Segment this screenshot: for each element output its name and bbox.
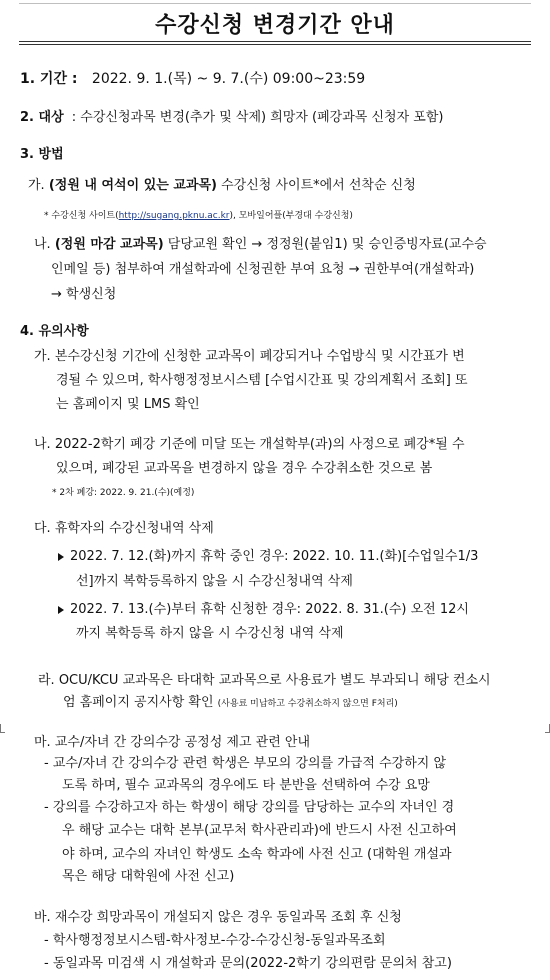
caution-na-line2: 있으며, 폐강된 교과목을 변경하지 않을 경우 수강취소한 것으로 봄 [56,461,433,476]
caution-heading: 4. 유의사항 [20,324,89,339]
arrow-bullet-icon [58,606,64,614]
method-ga-note-prefix: * 수강신청 사이트( [44,211,119,221]
caution-ga-line3: 는 홈페이지 및 LMS 확인 [56,397,200,412]
method-ga-note [44,208,353,225]
target-value: : 수강신청과목 변경(추가 및 삭제) 희망자 (폐강과목 신청자 포함) [71,110,444,125]
caution-na-line1: 나. 2022-2학기 폐강 기준에 미달 또는 개설학부(과)의 사정으로 폐강*될 수 [34,437,465,452]
page-title: 수강신청 변경기간 안내 [155,13,395,38]
caution-da-b2-line2: 까지 복학등록 하지 않을 시 수강신청 내역 삭제 [76,626,344,641]
period-line [20,71,365,88]
caution-ga-line2: 경될 수 있으며, 학사행정정보시스템 [수업시간표 및 강의계획서 조회] 또 [56,373,468,388]
method-na-prefix: 나. [34,237,55,252]
method-ga-bold: (정원 내 여석이 있는 교과목) [48,178,217,193]
target-line [20,109,443,126]
method-ga-note-suffix: ), 모바일어플(부경대 수강신청) [229,211,353,221]
caution-ba-d1: - 학사행정정보시스템-학사정보-수강-수강신청-동일과목조회 [44,933,386,948]
caution-ma-d2-line1: - 강의를 수강하고자 하는 학생이 해당 강의를 담당하는 교수의 자녀인 경 [44,800,455,815]
caution-ma-d2-line3: 야 하며, 교수의 자녀인 학생도 소속 학과에 사전 신고 (대학원 개설과 [62,847,452,862]
caution-ba-d2: - 동일과목 미검색 시 개설학과 문의(2022-2학기 강의편람 문의처 참고) [44,956,452,971]
caution-ma-d1-line2: 도록 하며, 필수 교과목의 경우에도 타 분반을 선택하여 수강 요망 [62,778,430,793]
arrow-bullet-icon [58,553,64,561]
caution-ma-d1-line1: - 교수/자녀 간 강의수강 관련 학생은 부모의 강의를 가급적 수강하지 않 [44,756,447,771]
caution-na-note: * 2차 폐강: 2022. 9. 21.(수)(예정) [52,488,195,498]
method-ga-line [28,177,416,194]
period-label: 1. 기간 : [20,71,78,87]
caution-ma-line1: 마. 교수/자녀 간 강의수강 공정성 제고 관련 안내 [34,735,311,750]
method-na-bold: (정원 마감 교과목) [54,237,164,252]
target-label: 2. 대상 [20,110,64,125]
caution-da-line1: 다. 휴학자의 수강신청내역 삭제 [34,521,214,536]
caution-da-b2-line1: 2022. 7. 13.(수)부터 휴학 신청한 경우: 2022. 8. 31.(수) 오전 12시 [70,602,469,617]
method-na-line2: 인메일 등) 첨부하여 개설학과에 신청권한 부여 요청 → 권한부여(개설학과) [51,262,475,277]
caution-ma-d2-line2: 우 해당 교수는 대학 본부(교무처 학사관리과)에 반드시 사전 신고하여 [62,823,457,838]
caution-ra-line2-small: (사용료 미납하고 수강취소하지 않으면 F처리) [217,699,398,709]
caution-ra-line1: 라. OCU/KCU 교과목은 타대학 교과목으로 사용료가 별도 부과되니 해당 컨소시 [38,673,491,688]
method-heading: 3. 방법 [20,147,64,162]
period-value: 2022. 9. 1.(목) ~ 9. 7.(수) 09:00~23:59 [91,71,366,87]
method-na-line1 [34,236,487,253]
sugang-site-link[interactable]: http://sugang.pknu.ac.kr [118,211,230,221]
caution-ba-line1: 바. 재수강 희망과목이 개설되지 않은 경우 동일과목 조회 후 신청 [34,910,402,925]
caution-ga-line1: 가. 본수강신청 기간에 신청한 교과목이 폐강되거나 수업방식 및 시간표가 변 [34,349,465,364]
caution-da-b1-line2: 선]까지 복학등록하지 않을 시 수강신청내역 삭제 [76,574,353,589]
caution-da-bullet1 [58,548,478,565]
caution-ra-line2-main: 엄 홈페이지 공지사항 확인 [63,695,218,710]
caution-ra-line2 [63,694,398,713]
method-ga-rest: 수강신청 사이트*에서 선착순 신청 [216,178,416,193]
method-na-rest: 담당교원 확인 → 정정원(붙임1) 및 승인증빙자료(교수승 [163,237,487,252]
page-corner-mark-right [545,724,550,733]
caution-da-b1-line1: 2022. 7. 12.(화)까지 휴학 중인 경우: 2022. 10. 11.(화)[수업일수1/3 [70,549,479,564]
caution-ma-d2-line4: 목은 해당 대학원에 사전 신고) [62,869,235,884]
method-ga-prefix: 가. [28,178,49,193]
page-corner-mark-left [0,724,5,733]
caution-da-bullet2 [58,601,469,618]
title-box [19,3,531,45]
method-na-line3: → 학생신청 [51,287,117,302]
